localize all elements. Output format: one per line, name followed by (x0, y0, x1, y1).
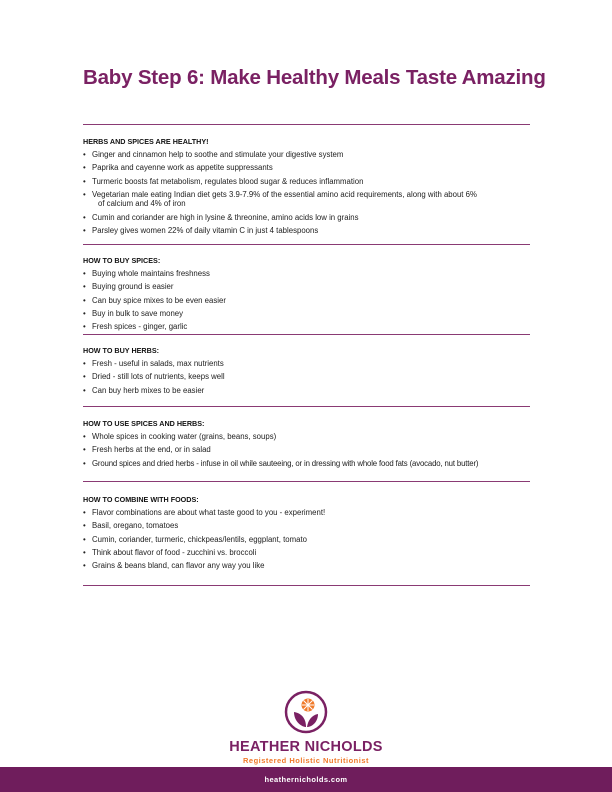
list-item: • Cumin, coriander, turmeric, chickpeas/lentils, eggplant, tomato (83, 535, 533, 545)
section-heading: HERBS AND SPICES ARE HEALTHY! (83, 137, 209, 146)
list-item-continuation: of calcium and 4% of iron (98, 199, 186, 209)
section-buy-spices (83, 256, 533, 335)
list-item: • Buy in bulk to save money (83, 309, 533, 319)
section-heading: HOW TO COMBINE WITH FOODS: (83, 495, 199, 504)
divider (83, 481, 530, 482)
list-item: • Flavor combinations are about what taste good to you - experiment! (83, 508, 533, 518)
website-link[interactable]: heathernicholds.com (264, 775, 348, 784)
divider (83, 406, 530, 407)
list-item: • Cumin and coriander are high in lysine & threonine, amino acids low in grains (83, 213, 533, 223)
divider (83, 124, 530, 125)
list-item: • Ginger and cinnamon help to soothe and stimulate your digestive system (83, 150, 533, 160)
list-item: • Whole spices in cooking water (grains, beans, soups) (83, 432, 543, 442)
divider (83, 585, 530, 586)
list-item: • Fresh spices - ginger, garlic (83, 322, 533, 332)
list-item-text: Vegetarian male eating Indian diet gets 3.9-7.9% of the essential amino acid requirements, along with about 6% (92, 189, 477, 199)
footer-bar (0, 767, 612, 792)
list-item: • Fresh herbs at the end, or in salad (83, 445, 543, 455)
page-title: Baby Step 6: Make Healthy Meals Taste Amazing (83, 66, 546, 89)
flower-logo-icon (284, 690, 328, 734)
list-item: • Can buy herb mixes to be easier (83, 386, 533, 396)
section-heading: HOW TO USE SPICES AND HERBS: (83, 419, 205, 428)
list-item: • Turmeric boosts fat metabolism, regulates blood sugar & reduces inflammation (83, 177, 533, 187)
list-item: • Dried - still lots of nutrients, keeps well (83, 372, 533, 382)
section-heading: HOW TO BUY HERBS: (83, 346, 160, 355)
list-item: • Grains & beans bland, can flavor any way you like (83, 561, 533, 571)
section-use-spices-herbs (83, 419, 543, 472)
divider (83, 334, 530, 335)
list-item: • Paprika and cayenne work as appetite suppressants (83, 163, 533, 173)
list-item: • Parsley gives women 22% of daily vitamin C in just 4 tablespoons (83, 226, 533, 236)
section-combine-foods (83, 495, 533, 574)
brand-tagline: Registered Holistic Nutritionist (242, 756, 369, 765)
list-item: • Can buy spice mixes to be even easier (83, 296, 533, 306)
list-item: • Basil, oregano, tomatoes (83, 521, 533, 531)
divider (83, 244, 530, 245)
list-item: • Buying ground is easier (83, 282, 533, 292)
list-item: • Fresh - useful in salads, max nutrients (83, 359, 533, 369)
brand-logo (0, 690, 612, 765)
list-item: • Buying whole maintains freshness (83, 269, 533, 279)
list-item: • Think about flavor of food - zucchini vs. broccoli (83, 548, 533, 558)
section-heading: HOW TO BUY SPICES: (83, 256, 161, 265)
brand-name: HEATHER NICHOLDS (229, 739, 383, 755)
list-item: • Ground spices and dried herbs - infuse in oil while sauteeing, or in dressing with whole food fats (avocado, nut butter) (83, 459, 543, 469)
section-herbs-spices-healthy (83, 137, 533, 239)
section-buy-herbs (83, 346, 533, 399)
list-item (83, 190, 533, 209)
